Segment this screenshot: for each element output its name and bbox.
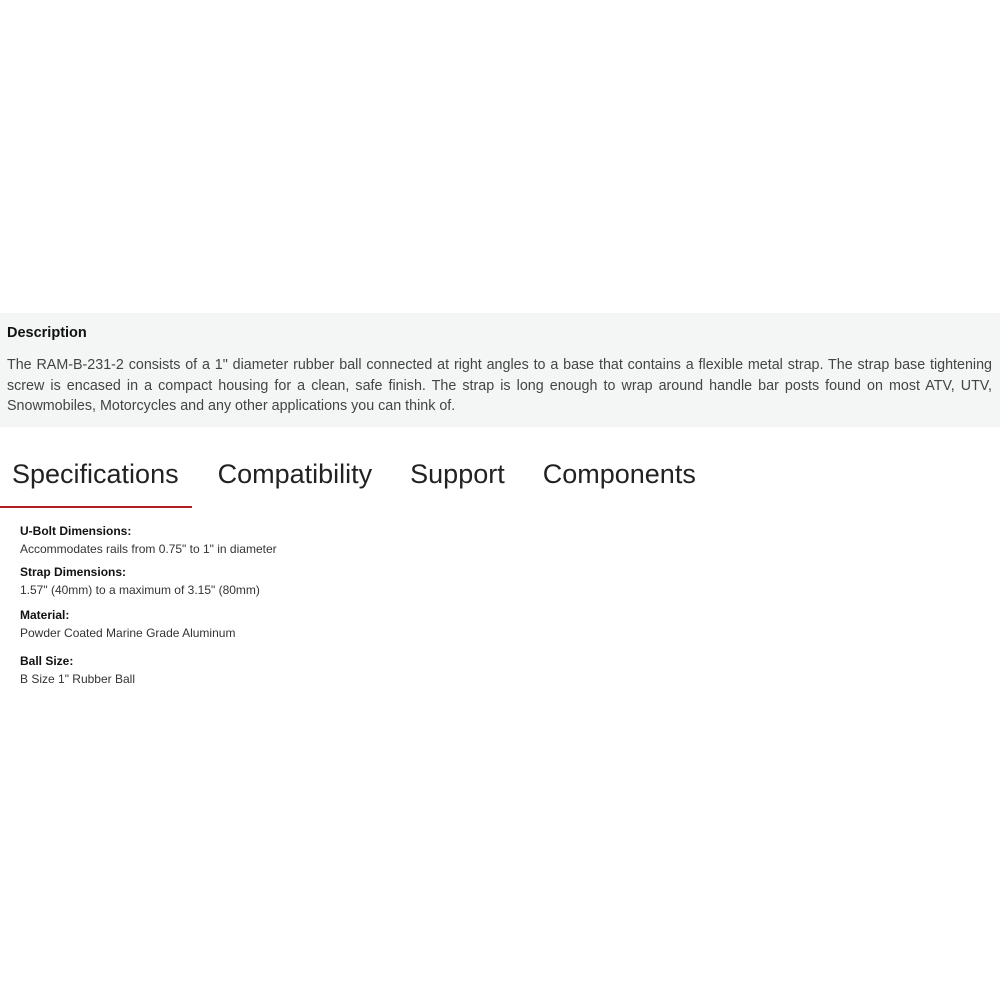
spec-label: Strap Dimensions: [20, 565, 127, 579]
spec-ball-size [20, 652, 135, 688]
spec-label: U-Bolt Dimensions: [20, 524, 132, 538]
description-title: Description [7, 325, 87, 341]
product-tabs [0, 448, 708, 506]
description-text: The RAM-B-231-2 consists of a 1" diameter rubber ball connected at right angles to a base that contains a flexible metal strap. The strap base tightening screw is encased in a compact housing for a clean, safe finish. The strap is long enough to wrap around handle bar posts found on most ATV, UTV, Snowmobiles, Motorcycles and any other applications you can think of. [7, 357, 992, 414]
tab-specifications[interactable]: Specifications [0, 448, 192, 508]
spec-strap-dimensions [20, 563, 260, 599]
spec-value: Powder Coated Marine Grade Aluminum [20, 626, 236, 640]
tab-support[interactable]: Support [410, 459, 505, 489]
spec-label: Material: [20, 608, 70, 622]
spec-value: Accommodates rails from 0.75" to 1" in diameter [20, 542, 277, 556]
spec-label: Ball Size: [20, 654, 74, 668]
spec-value: B Size 1" Rubber Ball [20, 672, 135, 686]
tab-compatibility[interactable]: Compatibility [217, 459, 373, 489]
description-panel [0, 313, 1000, 427]
spec-material [20, 606, 235, 642]
spec-u-bolt-dimensions [20, 522, 277, 558]
tab-components[interactable]: Components [542, 459, 696, 489]
spec-value: 1.57" (40mm) to a maximum of 3.15" (80mm) [20, 583, 260, 597]
